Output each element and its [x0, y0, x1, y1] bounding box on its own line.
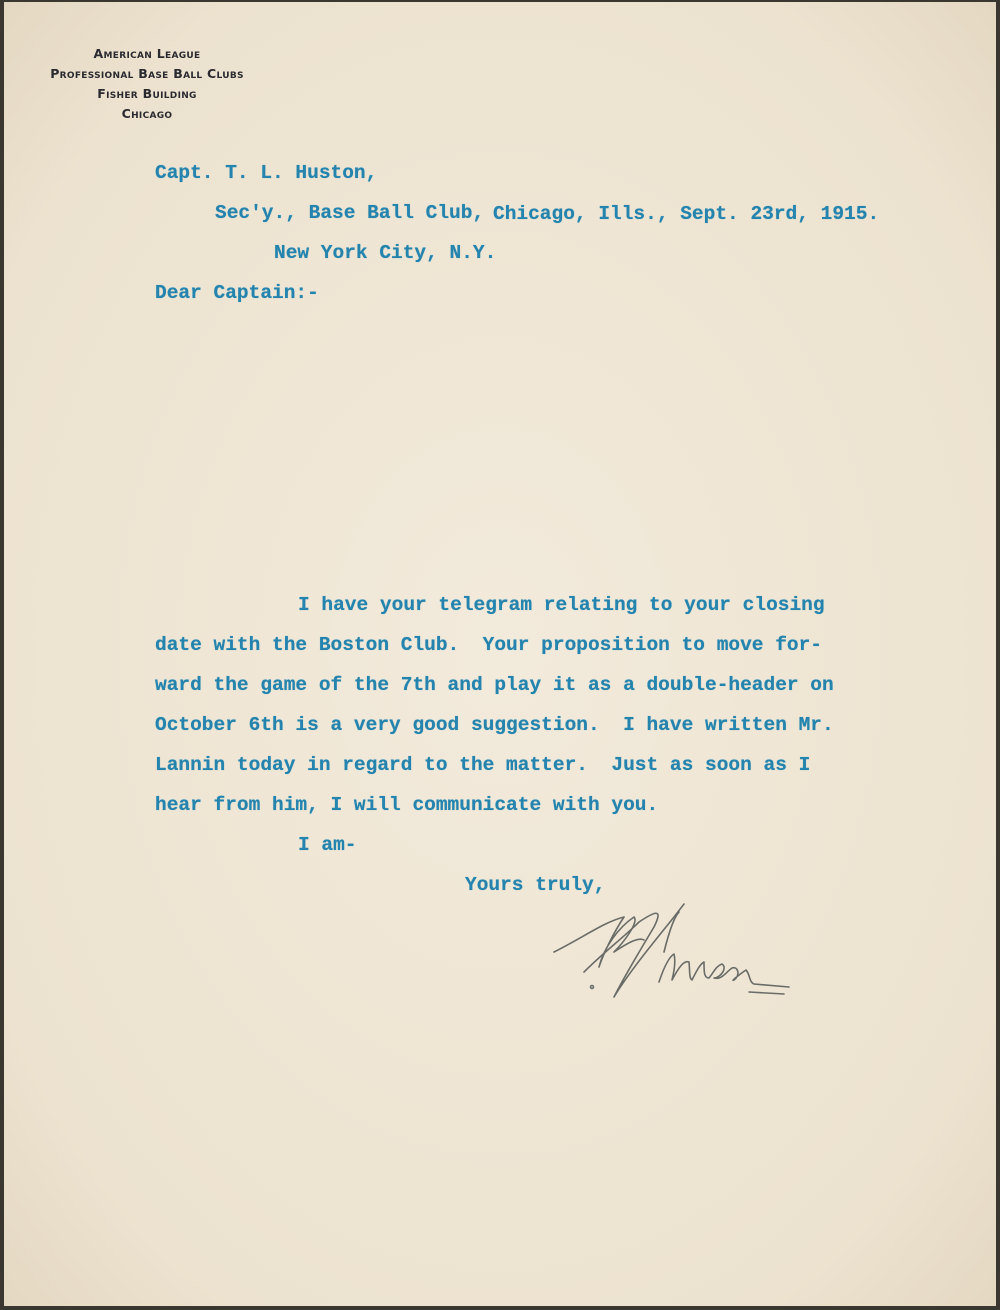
letterhead-line: Chicago	[121, 106, 173, 121]
address-line: Sec'y., Base Ball Club,	[215, 202, 485, 224]
body-line: ward the game of the 7th and play it as a double-header on	[155, 674, 834, 696]
body-line: October 6th is a very good suggestion. I have written Mr.	[155, 714, 834, 736]
salutation: Dear Captain:-	[155, 282, 319, 304]
body-line: date with the Boston Club. Your proposition to move for-	[155, 634, 823, 656]
address-line: New York City, N.Y.	[274, 242, 497, 264]
body-line: hear from him, I will communicate with you.	[155, 794, 659, 816]
closing-line: I am-	[298, 834, 357, 856]
letterhead-line: Fisher Building	[97, 86, 197, 101]
dateline: Chicago, Ills., Sept. 23rd, 1915.	[493, 203, 880, 225]
letterhead-line: American League	[93, 46, 201, 61]
letter-page	[4, 2, 996, 1306]
signature	[544, 892, 794, 1012]
address-line: Capt. T. L. Huston,	[155, 162, 378, 184]
body-line: Lannin today in regard to the matter. Just as soon as I	[155, 754, 811, 776]
closing: Yours truly,	[465, 874, 606, 896]
body-line: I have your telegram relating to your closing	[298, 594, 825, 616]
letterhead-line: Professional Base Ball Clubs	[50, 66, 244, 81]
